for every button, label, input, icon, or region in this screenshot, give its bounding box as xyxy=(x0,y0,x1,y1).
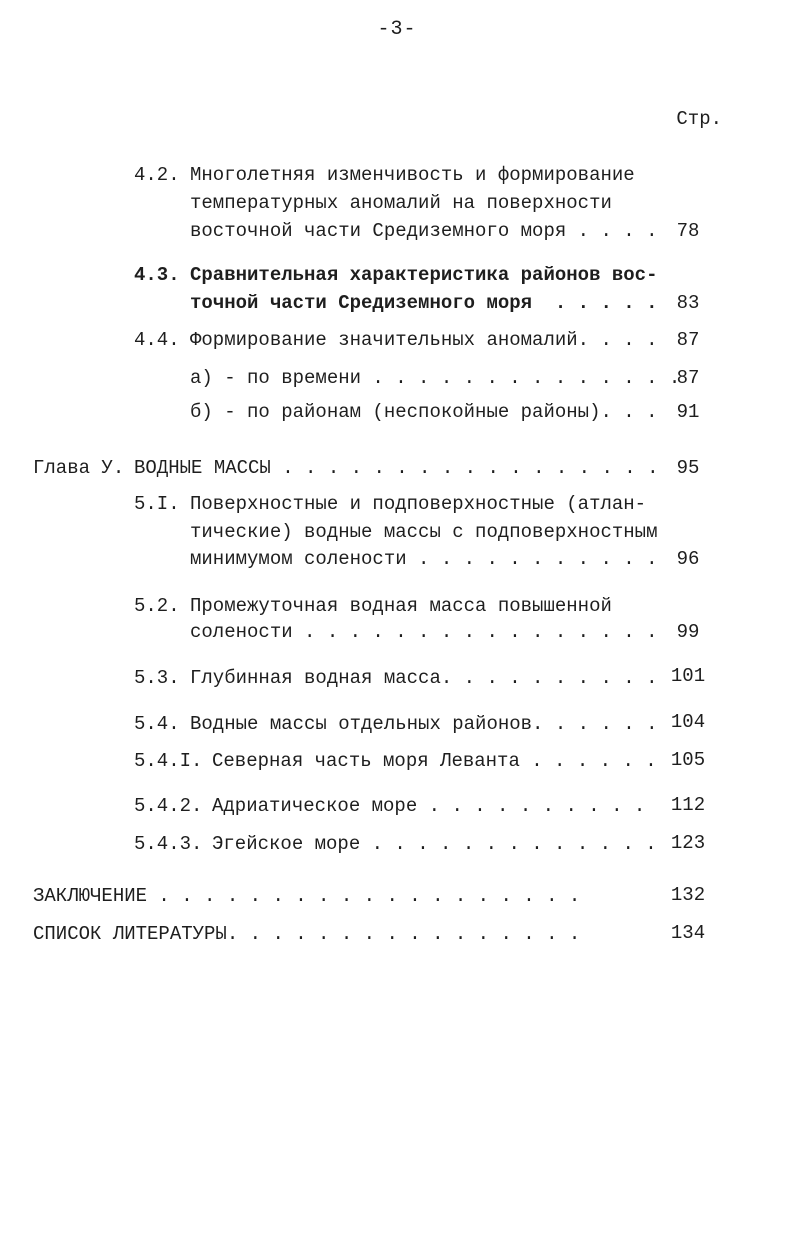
toc-entry-title-line: Северная часть моря Леванта . . . . . . xyxy=(212,750,657,772)
toc-entry-title-line: б) - по районам (неспокойные районы). . . xyxy=(190,401,658,423)
toc-entry-title-line: ЗАКЛЮЧЕНИЕ . . . . . . . . . . . . . . . . . . . xyxy=(33,885,581,907)
toc-entry-number: 5.2. xyxy=(134,595,180,617)
toc-entry-number: 5.4.3. xyxy=(134,833,203,855)
toc-entry-number: 5.3. xyxy=(134,667,180,689)
toc-entry-title-line: тические) водные массы с подповерхностным xyxy=(190,521,658,543)
toc-entry-number: 5.4.2. xyxy=(134,795,203,817)
toc-entry-page: 104 xyxy=(670,711,706,733)
toc-entry-title-line: температурных аномалий на поверхности xyxy=(190,192,612,214)
toc-entry-page: 112 xyxy=(670,794,706,816)
toc-entry-page: 91 xyxy=(676,401,700,423)
toc-entry-page: 87 xyxy=(676,329,700,351)
toc-entry-number: Глава У. xyxy=(33,457,125,479)
toc-entry-page: 83 xyxy=(676,292,700,314)
toc-entry-number: 5.4. xyxy=(134,713,180,735)
toc-entry-title-line: солености . . . . . . . . . . . . . . . . xyxy=(190,621,658,643)
toc-entry-title-line: Водные массы отдельных районов. . . . . . xyxy=(190,713,658,735)
toc-entry-title-line: Промежуточная водная масса повышенной xyxy=(190,595,612,617)
toc-entry-page: 134 xyxy=(670,922,706,944)
toc-entry-page: 87 xyxy=(676,367,700,389)
toc-entry-title-line: Многолетняя изменчивость и формирование xyxy=(190,164,635,186)
toc-entry-page: 78 xyxy=(676,220,700,242)
toc-entry-page: 101 xyxy=(670,665,706,687)
toc-entry-number: 4.3. xyxy=(134,264,180,286)
toc-entry-title-line: Поверхностные и подповерхностные (атлан- xyxy=(190,493,647,515)
toc-entry-number: 4.2. xyxy=(134,164,180,186)
toc-entry-page: 96 xyxy=(676,548,700,570)
toc-entry-title-line: Формирование значительных аномалий. . . . xyxy=(190,329,658,351)
toc-entry-number: 5.4.I. xyxy=(134,750,203,772)
toc-entry-title-line: Эгейское море . . . . . . . . . . . . . xyxy=(212,833,657,855)
toc-entry-page: 95 xyxy=(676,457,700,479)
toc-entry-page: 105 xyxy=(670,749,706,771)
toc-entry-number: 5.I. xyxy=(134,493,180,515)
toc-entry-page: 99 xyxy=(676,621,700,643)
toc-entry-page: 132 xyxy=(670,884,706,906)
toc-entry-title-line: а) - по времени . . . . . . . . . . . . . . xyxy=(190,367,681,389)
toc-entry-title-line: ВОДНЫЕ МАССЫ . . . . . . . . . . . . . . . . . xyxy=(134,457,659,479)
toc-entry-title-line: Адриатическое море . . . . . . . . . . xyxy=(212,795,646,817)
toc-entry-page: 123 xyxy=(670,832,706,854)
toc-entry-title-line: восточной части Средиземного моря . . . . xyxy=(190,220,658,242)
toc-entry-title-line: точной части Средиземного моря . . . . . xyxy=(190,292,658,314)
toc-entry-title-line: СПИСОК ЛИТЕРАТУРЫ. . . . . . . . . . . . . . . . xyxy=(33,923,581,945)
page-number: -3- xyxy=(377,18,417,41)
toc-entry-title-line: минимумом солености . . . . . . . . . . . xyxy=(190,548,658,570)
toc-entry-title-line: Глубинная водная масса. . . . . . . . . . xyxy=(190,667,658,689)
toc-entry-number: 4.4. xyxy=(134,329,180,351)
page-column-header: Стр. xyxy=(676,108,722,130)
toc-entry-title-line: Сравнительная характеристика районов вос- xyxy=(190,264,658,286)
